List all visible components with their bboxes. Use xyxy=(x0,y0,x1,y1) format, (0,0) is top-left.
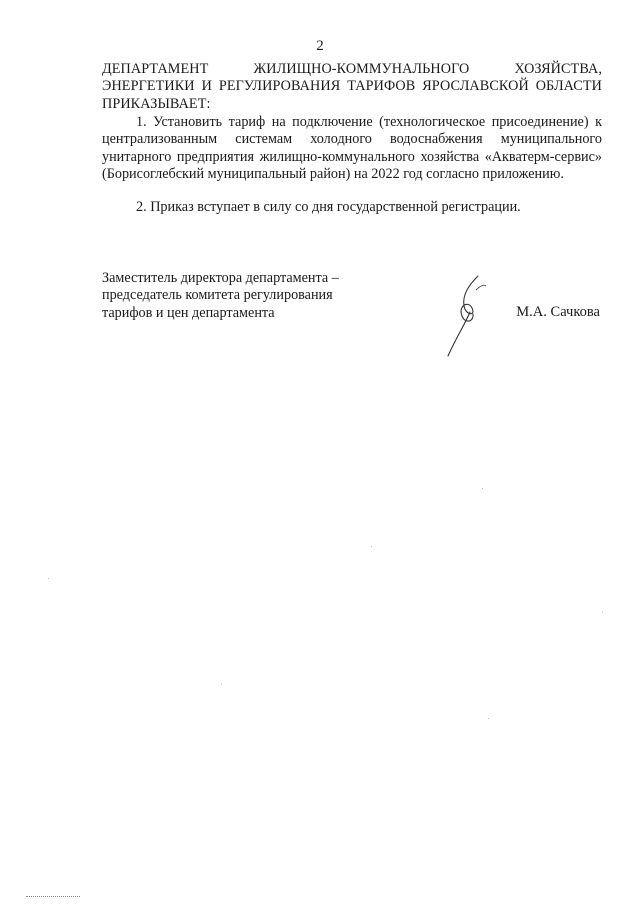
signer-name: М.А. Сачкова xyxy=(516,304,600,320)
signer-position-line: председатель комитета регулирования xyxy=(102,287,333,304)
scan-speck xyxy=(371,546,372,547)
order-heading: ДЕПАРТАМЕНТ ЖИЛИЩНО-КОММУНАЛЬНОГО ХОЗЯЙСТВА, ЭНЕРГЕТИКИ И РЕГУЛИРОВАНИЯ ТАРИФОВ ЯРОСЛАВСКОЙ ОБЛАСТИ ПРИКАЗЫВАЕТ: xyxy=(102,61,602,112)
signer-position xyxy=(102,270,382,322)
footer-rule xyxy=(26,896,80,897)
scan-speck xyxy=(221,684,222,685)
scan-speck xyxy=(488,718,489,719)
scan-speck xyxy=(48,578,49,579)
signer-position-line: Заместитель директора департамента – xyxy=(102,270,339,286)
scan-speck xyxy=(602,612,603,613)
page-number: 2 xyxy=(316,38,324,54)
paragraph-1: 1. Установить тариф на подключение (технологическое присоединение) к централизованным системам холодного водоснабжения муниципального унитарного предприятия жилищно-коммунального хозяйства «Акватерм-сервис» (Борисоглебский муниципальный район) на 2022 год согласно приложению. xyxy=(102,114,602,182)
signer-position-line: тарифов и цен департамента xyxy=(102,304,275,321)
scan-speck xyxy=(482,488,483,489)
paragraph-2: 2. Приказ вступает в силу со дня государственной регистрации. xyxy=(136,199,521,215)
handwritten-signature xyxy=(440,272,500,362)
